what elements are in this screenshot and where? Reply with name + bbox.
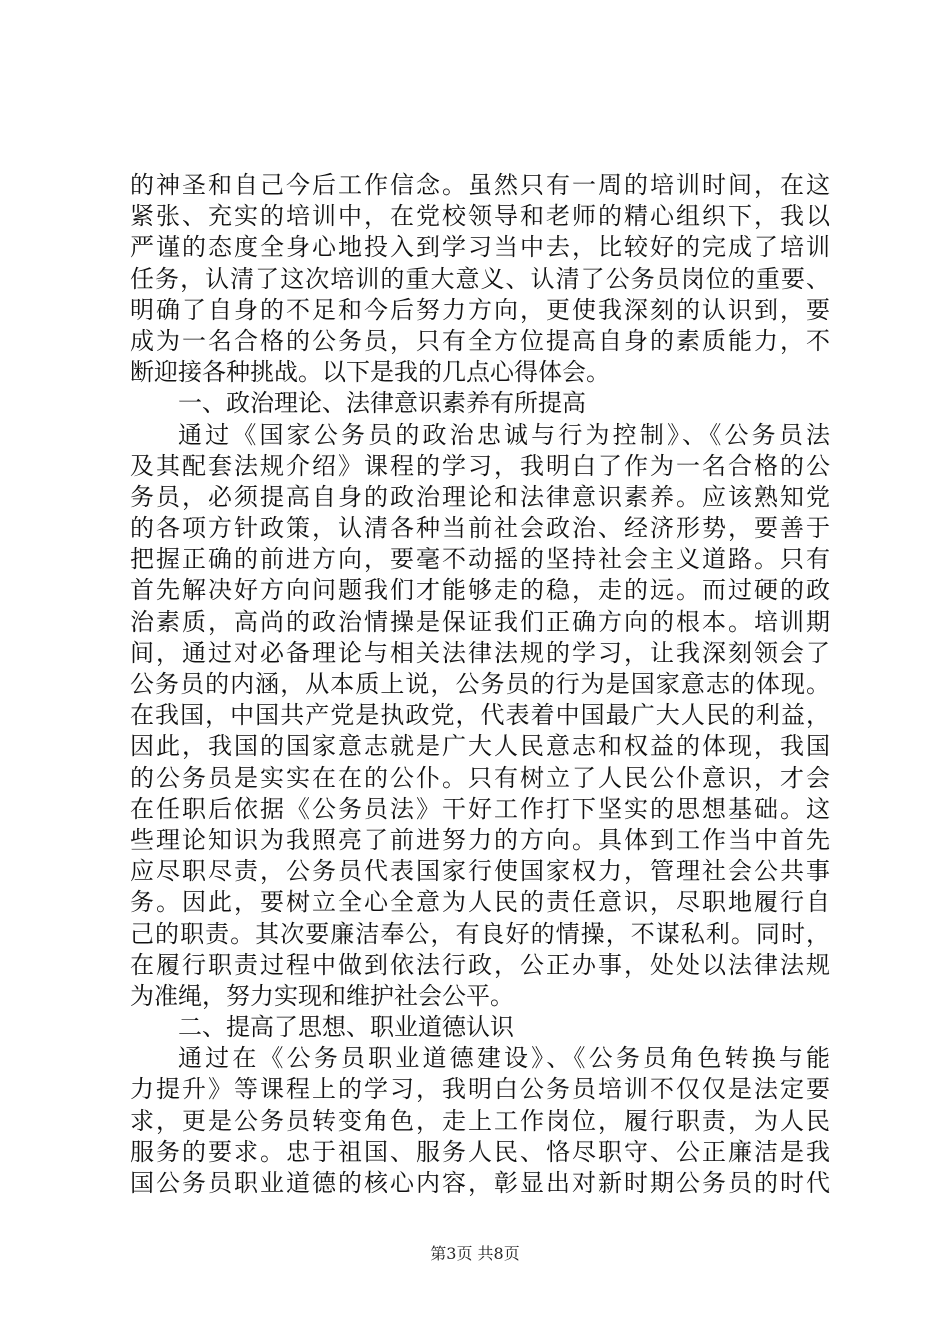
text-line: 在履行职责过程中做到依法行政，公正办事，处处以法律法规 [130,950,830,979]
text-line: 公务员的内涵，从本质上说，公务员的行为是国家意志的体现。 [130,670,830,698]
text-line: 严谨的态度全身心地投入到学习当中去，比较好的完成了培训 [130,233,830,262]
text-line: 应尽职尽责，公务员代表国家行使国家权力，管理社会公共事 [130,857,830,886]
text-line: 的公务员是实实在在的公仆。只有树立了人民公仆意识，才会 [130,763,830,792]
text-line: 为准绳，努力实现和维护社会公平。 [130,981,514,1010]
text-line: 务员，必须提高自身的政治理论和法律意识素养。应该熟知党 [130,482,830,511]
text-line: 的各项方针政策，认清各种当前社会政治、经济形势，要善于 [130,514,830,543]
text-line: 在我国，中国共产党是执政党，代表着中国最广大人民的利益， [130,701,830,730]
text-line: 治素质，高尚的政治情操是保证我们正确方向的根本。培训期 [130,607,830,636]
body-text [130,170,830,1199]
text-line: 国公务员职业道德的核心内容，彰显出对新时期公务员的时代 [130,1169,830,1197]
text-line: 务。因此，要树立全心全意为人民的责任意识，尽职地履行自 [130,888,830,917]
text-line: 把握正确的前进方向，要毫不动摇的坚持社会主义道路。只有 [130,545,830,574]
text-line: 己的职责。其次要廉洁奉公，有良好的情操，不谋私利。同时， [130,919,830,948]
text-line: 因此，我国的国家意志就是广大人民意志和权益的体现，我国 [130,732,830,761]
text-line: 求，更是公务员转变角色，走上工作岗位，履行职责，为人民 [130,1106,830,1135]
text-line: 通过在《公务员职业道德建设》、《公务员角色转换与能 [178,1044,830,1073]
text-line: 些理论知识为我照亮了前进努力的方向。具体到工作当中首先 [130,825,830,854]
text-line: 首先解决好方向问题我们才能够走的稳，走的远。而过硬的政 [130,576,830,605]
text-line: 在任职后依据《公务员法》干好工作打下坚实的思想基础。这 [130,794,830,823]
text-line: 紧张、充实的培训中，在党校领导和老师的精心组织下，我以 [130,202,830,231]
text-line: 断迎接各种挑战。以下是我的几点心得体会。 [130,358,610,387]
text-line: 一、政治理论、法律意识素养有所提高 [178,389,586,418]
text-line: 及其配套法规介绍》课程的学习，我明白了作为一名合格的公 [130,451,830,480]
text-line: 成为一名合格的公务员，只有全方位提高自身的素质能力，不 [130,326,830,355]
page-footer: 第3页 共8页 [430,1244,520,1263]
text-line: 力提升》等课程上的学习，我明白公务员培训不仅仅是法定要 [130,1075,830,1104]
text-line: 二、提高了思想、职业道德认识 [178,1013,514,1042]
text-line: 服务的要求。忠于祖国、服务人民、恪尽职守、公正廉洁是我 [130,1137,830,1166]
text-line: 任务，认清了这次培训的重大意义、认清了公务员岗位的重要、 [130,264,830,293]
text-line: 通过《国家公务员的政治忠诚与行为控制》、《公务员法 [178,420,830,449]
text-line: 明确了自身的不足和今后努力方向，更使我深刻的认识到，要 [130,295,830,324]
text-line: 的神圣和自己今后工作信念。虽然只有一周的培训时间，在这 [130,171,830,199]
text-line: 间，通过对必备理论与相关法律法规的学习，让我深刻领会了 [130,638,830,667]
